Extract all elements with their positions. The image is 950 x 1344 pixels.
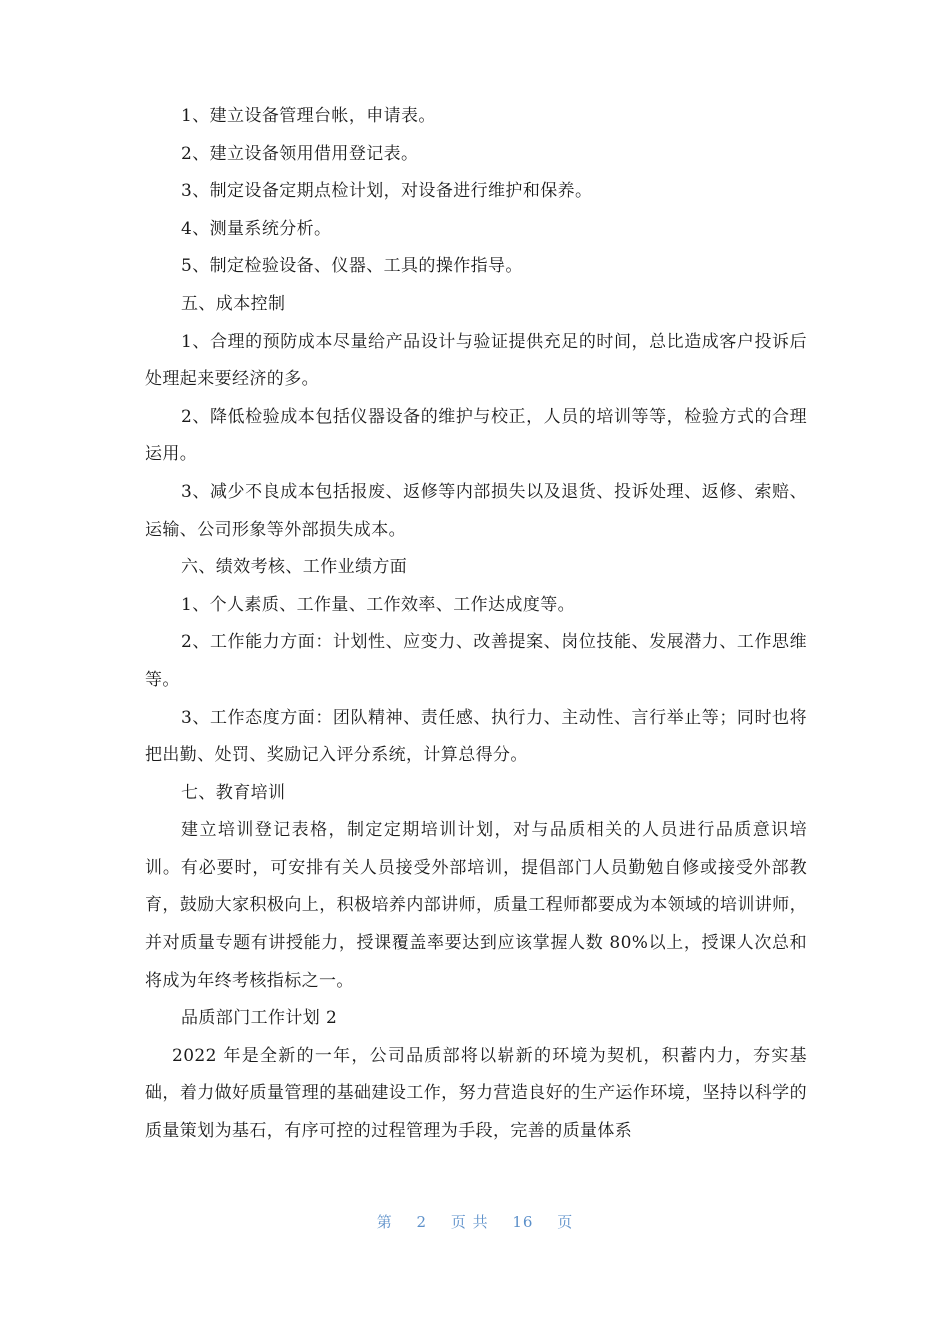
- cost-item-2: 2、降低检验成本包括仪器设备的维护与校正，人员的培训等等，检验方式的合理运用。: [145, 406, 807, 465]
- performance-item-3: 3、工作态度方面：团队精神、责任感、执行力、主动性、言行举止等；同时也将把出勤、处罚、奖励记入评分系统，计算总得分。: [145, 707, 807, 766]
- list-item-3: 3、制定设备定期点检计划，对设备进行维护和保养。: [181, 181, 593, 202]
- list-item-1: 1、建立设备管理台帐，申请表。: [181, 106, 436, 126]
- section-heading-training: 七、教育培训: [181, 782, 286, 803]
- list-item-5: 5、制定检验设备、仪器、工具的操作指导。: [181, 256, 523, 277]
- performance-item-1: 1、个人素质、工作量、工作效率、工作达成度等。: [181, 594, 576, 615]
- footer-suffix: 页: [557, 1213, 574, 1231]
- training-paragraph: 建立培训登记表格，制定定期培训计划，对与品质相关的人员进行品质意识培训。有必要时，可安排有关人员接受外部培训，提倡部门人员勤勉自修或接受外部教育，鼓励大家积极向上，积极培养内部讲师，质量工程师都要成为本领域的培训讲师，并对质量专题有讲授能力，授课覆盖率要达到应该掌握人数 80%以上，授课人次总和将成为年终考核指标之一。: [145, 820, 807, 991]
- section-heading-performance: 六、绩效考核、工作业绩方面: [181, 557, 408, 578]
- document-body: [145, 98, 807, 1151]
- page-footer: [0, 1211, 950, 1232]
- footer-total-pages: 16: [512, 1213, 534, 1231]
- list-item-2: 2、建立设备领用借用登记表。: [181, 143, 419, 164]
- footer-current-page: 2: [416, 1213, 428, 1231]
- list-item-4: 4、测量系统分析。: [181, 218, 332, 239]
- footer-middle: 页 共: [450, 1213, 489, 1231]
- cost-item-1: 1、合理的预防成本尽量给产品设计与验证提供充足的时间，总比造成客户投诉后处理起来要经济的多。: [145, 331, 807, 390]
- footer-prefix: 第: [376, 1213, 393, 1231]
- plan-2-intro-paragraph: 2022 年是全新的一年，公司品质部将以崭新的环境为契机，积蓄内力，夯实基础，着力做好质量管理的基础建设工作，努力营造良好的生产运作环境，坚持以科学的质量策划为基石，有序可控的过程管理为手段，完善的质量体系: [145, 1045, 807, 1142]
- performance-item-2: 2、工作能力方面：计划性、应变力、改善提案、岗位技能、发展潜力、工作思维等。: [145, 632, 807, 690]
- cost-item-3: 3、减少不良成本包括报废、返修等内部损失以及退货、投诉处理、返修、索赔、运输、公司形象等外部损失成本。: [145, 481, 807, 540]
- section-heading-cost-control: 五、成本控制: [181, 293, 286, 314]
- plan-2-heading: 品质部门工作计划 2: [181, 1008, 338, 1029]
